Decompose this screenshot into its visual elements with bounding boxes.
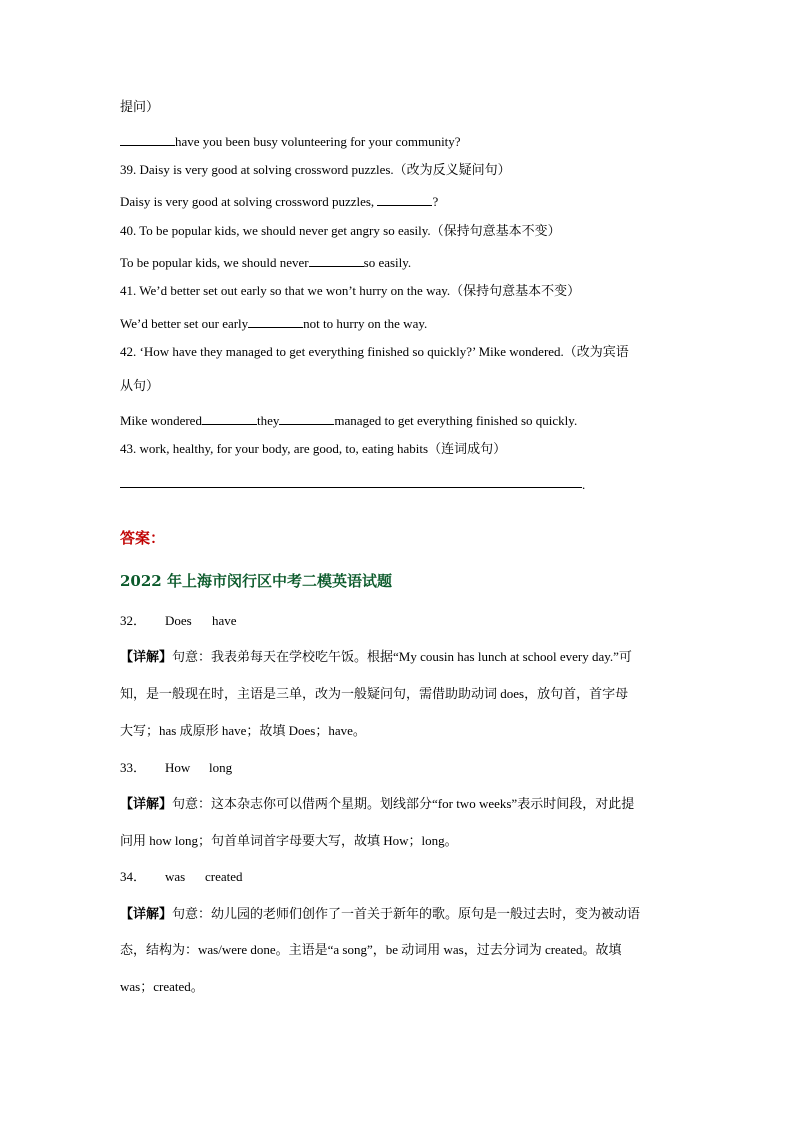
q43-end-dot: . bbox=[582, 477, 586, 492]
detail-34-line2: 态，结构为：was/were done。主语是“a song”，be 动词用 was，过去分词为 created。故填 bbox=[120, 942, 622, 957]
q38-tail: 提问） bbox=[120, 99, 160, 114]
q38-answer-line bbox=[120, 133, 461, 151]
exam-title: 2022 年上海市闵行区中考二模英语试题 bbox=[120, 572, 392, 590]
detail-32-line1 bbox=[120, 648, 632, 666]
detail-33-line2: 问用 how long；句首单词首字母要大写，故填 How；long。 bbox=[120, 833, 458, 848]
answer-blank[interactable] bbox=[248, 315, 303, 328]
item-word2: created bbox=[205, 869, 243, 884]
detail-text: 句意：我表弟每天在学校吃午饭。根据“My cousin has lunch at school every day.”可 bbox=[172, 649, 632, 664]
detail-text: 句意：幼儿园的老师们创作了一首关于新年的歌。原句是一般过去时，变为被动语 bbox=[172, 906, 641, 921]
answer-blank[interactable] bbox=[309, 254, 364, 267]
q42-text-line1: 42. ‘How have they managed to get everything finished so quickly?’ Mike wondered.（改为宾语 bbox=[120, 344, 629, 359]
detail-tag: 【详解】 bbox=[120, 796, 173, 811]
answer-blank[interactable] bbox=[120, 133, 175, 146]
item-word1: Does bbox=[165, 613, 192, 628]
answer-item-34 bbox=[120, 868, 243, 886]
q39-answer-suffix: ? bbox=[432, 194, 439, 209]
q42-answer-c: managed to get everything finished so quickly. bbox=[334, 413, 578, 428]
answer-blank[interactable] bbox=[202, 412, 257, 425]
item-number: 33． bbox=[120, 760, 147, 775]
q41-answer-prefix: We’d better set our early bbox=[120, 316, 249, 331]
q43-answer-blank[interactable] bbox=[120, 487, 582, 488]
q42-text-line2: 从句） bbox=[120, 378, 160, 393]
q43-text: 43. work, healthy, for your body, are good, to, eating habits（连词成句） bbox=[120, 441, 507, 456]
q42-answer-line bbox=[120, 412, 577, 430]
detail-34-line3: was；created。 bbox=[120, 979, 204, 994]
answers-heading: 答案： bbox=[120, 529, 166, 547]
q40-answer-line bbox=[120, 254, 411, 272]
q40-answer-prefix: To be popular kids, we should never bbox=[120, 255, 309, 270]
item-word2: have bbox=[212, 613, 237, 628]
q41-answer-suffix: not to hurry on the way. bbox=[303, 316, 428, 331]
q40-text: 40. To be popular kids, we should never get angry so easily.（保持句意基本不变） bbox=[120, 223, 561, 238]
detail-tag: 【详解】 bbox=[120, 649, 173, 664]
q41-text: 41. We’d better set out early so that we won’t hurry on the way.（保持句意基本不变） bbox=[120, 283, 581, 298]
item-word1: How bbox=[165, 760, 191, 775]
answer-item-32 bbox=[120, 612, 237, 630]
q39-text: 39. Daisy is very good at solving crossword puzzles.（改为反义疑问句） bbox=[120, 162, 511, 177]
answer-blank[interactable] bbox=[377, 193, 432, 206]
item-word2: long bbox=[209, 760, 233, 775]
answer-blank[interactable] bbox=[279, 412, 334, 425]
detail-32-line2: 知，是一般现在时，主语是三单，改为一般疑问句，需借助助动词 does，放句首，首字母 bbox=[120, 686, 629, 701]
q38-answer-text: have you been busy volunteering for your community? bbox=[175, 134, 461, 149]
detail-32-line3: 大写；has 成原形 have；故填 Does；have。 bbox=[120, 723, 366, 738]
q42-answer-a: Mike wondered bbox=[120, 413, 202, 428]
q40-answer-suffix: so easily. bbox=[363, 255, 412, 270]
detail-tag: 【详解】 bbox=[120, 906, 173, 921]
detail-34-line1 bbox=[120, 905, 640, 923]
item-word1: was bbox=[165, 869, 186, 884]
q39-answer-line bbox=[120, 193, 438, 211]
item-number: 34． bbox=[120, 869, 147, 884]
q42-answer-b: they bbox=[256, 413, 280, 428]
item-number: 32． bbox=[120, 613, 147, 628]
q39-answer-prefix: Daisy is very good at solving crossword puzzles, bbox=[120, 194, 378, 209]
detail-text: 句意：这本杂志你可以借两个星期。划线部分“for two weeks”表示时间段，对此提 bbox=[172, 796, 635, 811]
answer-item-33 bbox=[120, 759, 232, 777]
q41-answer-line bbox=[120, 315, 427, 333]
detail-33-line1 bbox=[120, 795, 634, 813]
